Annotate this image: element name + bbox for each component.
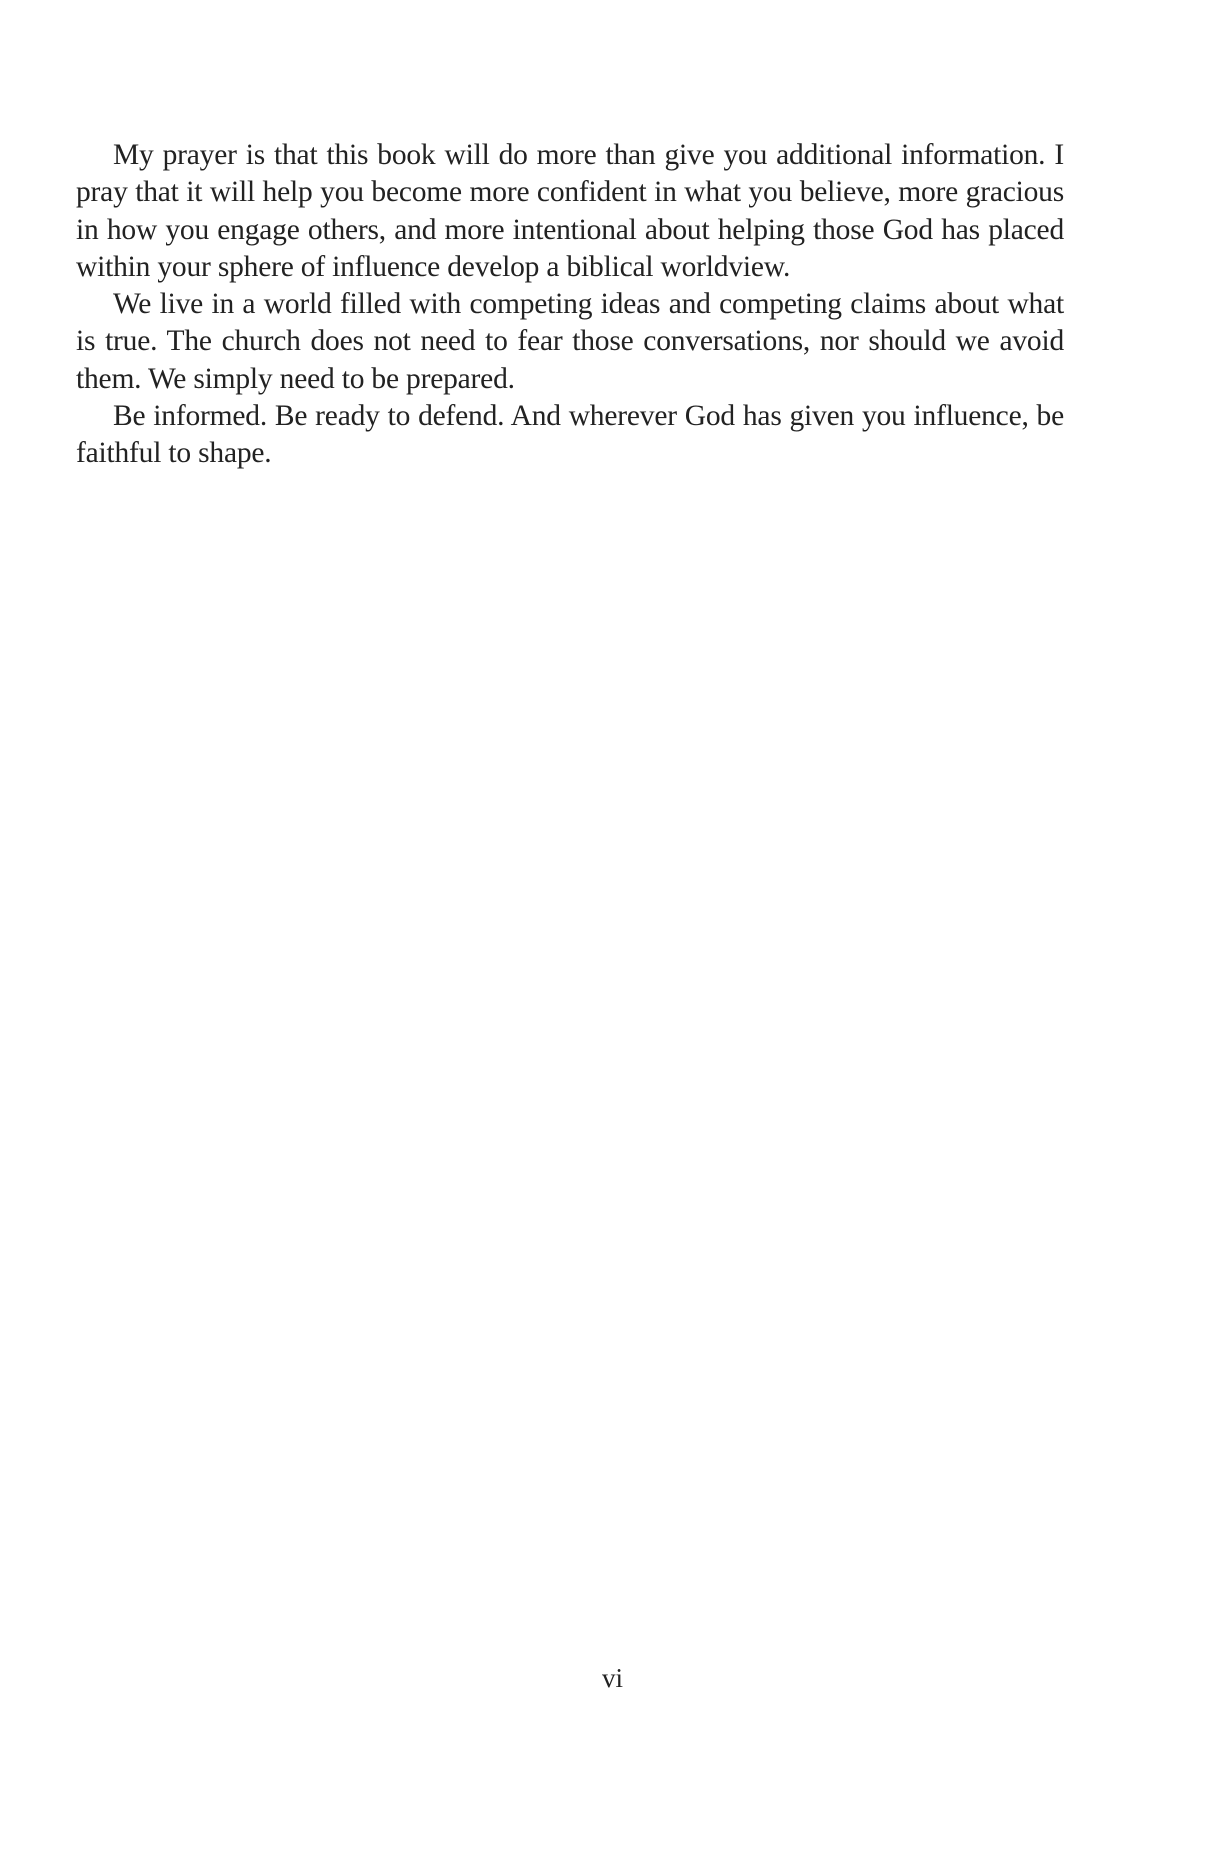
- paragraph-competing-ideas: We live in a world filled with competing ideas and competing claims about what is true. The church does not need to fear those conversations, nor should we avoid them. We simply need to be prepared.: [76, 288, 1064, 395]
- page-number: vi: [601, 1663, 623, 1693]
- paragraph-be-informed: Be informed. Be ready to defend. And wherever God has given you influence, be faithful to shape.: [76, 400, 1064, 470]
- paragraph-prayer: My prayer is that this book will do more than give you additional information. I pray that it will help you become more confident in what you believe, more gracious in how you engage others, and more intentional about helping those God has placed within your sphere of influence develop a biblical worldview.: [76, 139, 1064, 283]
- body-text: [76, 137, 1064, 473]
